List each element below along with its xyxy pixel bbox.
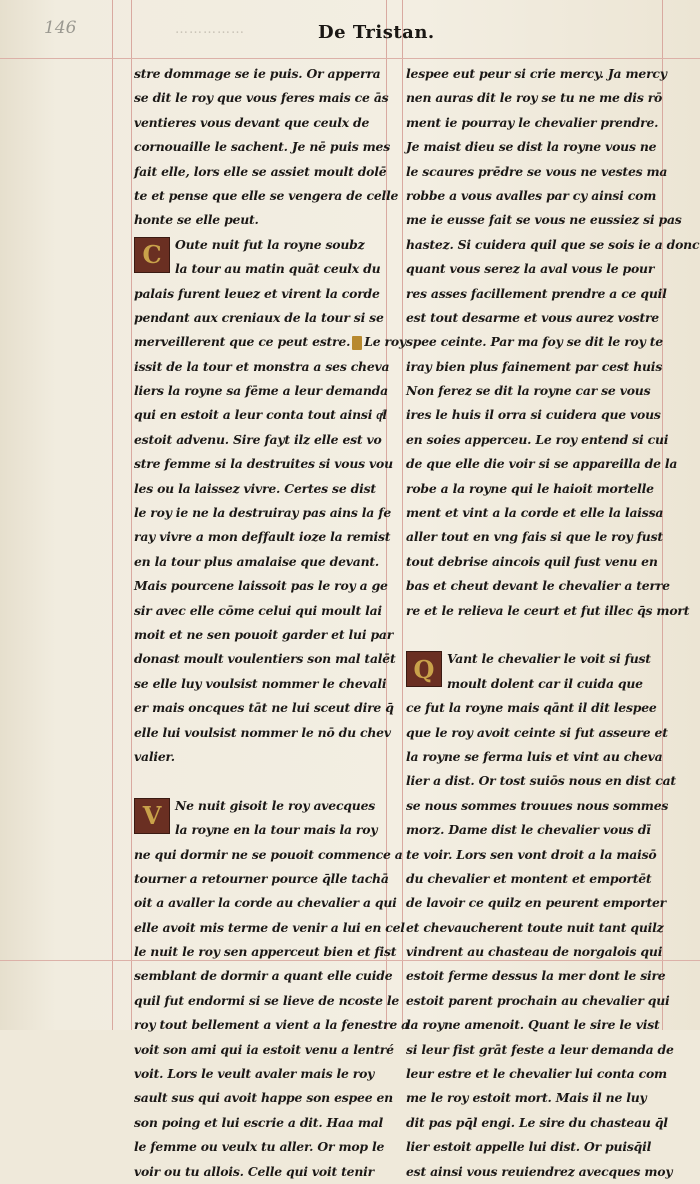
text-line: et chevaucherent toute nuit tant quilz xyxy=(406,919,664,935)
margin-rule xyxy=(131,0,132,1030)
text-line: Ne nuit gisoit le roy avecques xyxy=(175,797,376,813)
text-line: de lavoir ce quilz en peurent emporter xyxy=(406,895,666,911)
text-line: aller tout en vng fais si que le roy fust xyxy=(406,529,663,545)
text-line: est tout desarme et vous aurez vostre xyxy=(406,309,659,325)
text-line: Non ferez se dit la royne car se vous xyxy=(406,383,651,399)
text-line: du chevalier et montent et emportēt xyxy=(406,870,652,886)
text-line: Je maist dieu se dist la royne vous ne xyxy=(406,139,657,155)
margin-rule xyxy=(112,0,113,1030)
text-line: ment et vint a la corde et elle la laissa xyxy=(406,505,664,521)
text-line: fait elle, lors elle se assiet moult dolē xyxy=(134,163,387,179)
text-line: le nuit le roy sen apperceut bien et fist xyxy=(134,944,397,960)
text-line: ray vivre a mon deffault ioze la remist xyxy=(134,529,391,545)
text-line: honte se elle peut. xyxy=(134,212,259,228)
text-line: er mais oncques tāt ne lui sceut dire q̄ xyxy=(134,700,394,716)
text-line: quil fut endormi si se lieve de ncoste le xyxy=(134,992,400,1008)
text-line: stre dommage se ie puis. Or apperra xyxy=(134,66,381,81)
text-line: la royne en la tour mais la roy xyxy=(175,822,378,838)
text-line: liers la royne sa fēme a leur demanda xyxy=(134,383,388,399)
text-line: me le roy estoit mort. Mais il ne luy xyxy=(406,1090,647,1106)
illuminated-initial: C xyxy=(134,237,170,273)
show-through-text: …………… xyxy=(175,22,245,37)
text-line: Mais pourcene laissoit pas le roy a ge xyxy=(134,578,388,594)
text-line: son poing et lui escrie a dit. Haa mal xyxy=(134,1114,384,1130)
text-line: issit de la tour et monstra a ses cheva xyxy=(134,358,390,374)
text-line: re et le relieva le ceurt et fut illec q̄s mort xyxy=(406,602,690,618)
text-line: roy tout bellement a vient a la fenestre a xyxy=(134,1017,409,1033)
illuminated-initial: Q xyxy=(406,651,442,687)
right-column xyxy=(406,62,700,1184)
text-line: lier estoit appelle lui dist. Or puisq̄il xyxy=(406,1139,652,1155)
text-line: sault sus qui avoit happe son espee en xyxy=(134,1090,393,1106)
text-line: ventieres vous devant que ceulx de xyxy=(134,114,370,130)
text-line: elle lui voulsist nommer le nō du chev xyxy=(134,724,391,740)
text-line: de que elle die voir si se appareilla de la xyxy=(406,456,678,472)
text-line: lier a dist. Or tost suiōs nous en dist cat xyxy=(406,773,676,789)
text-line xyxy=(134,330,406,354)
text-line: que le roy avoit ceinte si fut asseure et xyxy=(406,724,668,740)
margin-rule xyxy=(402,0,403,1030)
text-line: lespee eut peur si crie mercy. Ja mercy xyxy=(406,66,667,81)
text-line: moult dolent car il cuida que xyxy=(447,675,643,691)
text-line: morz. Dame dist le chevalier vous dī xyxy=(406,822,651,838)
text-line: Oute nuit fut la royne soubz xyxy=(175,236,365,252)
illuminated-initial: V xyxy=(134,798,170,834)
text-line: hastez. Si cuidera quil que se sois ie a donc xyxy=(406,236,700,252)
text-line: la royne amenoit. Quant le sire le vist xyxy=(406,1017,660,1033)
text-line: Vant le chevalier le voit si fust xyxy=(447,651,651,667)
paragraph xyxy=(406,62,700,623)
text-line: la royne se ferma luis et vint au cheva xyxy=(406,748,663,764)
text-line: se elle luy voulsist nommer le chevali xyxy=(134,675,387,691)
text-line: ce fut la royne mais qānt il dit lespee xyxy=(406,700,657,716)
text-line: les ou la laissez vivre. Certes se dist xyxy=(134,480,376,496)
text-line: le scaures prēdre se vous ne vestes ma xyxy=(406,163,668,179)
text-line: me ie eusse fait se vous ne eussiez si pas xyxy=(406,212,682,228)
text-line: sir avec elle cōme celui qui moult lai xyxy=(134,602,382,618)
text-line: iray bien plus fainement par cest huis xyxy=(406,358,663,374)
text-line: tourner a retourner pource q̄lle tachā xyxy=(134,870,389,886)
text-line: pendant aux creniaux de la tour si se xyxy=(134,309,384,325)
text-line: ne qui dormir ne se pouoit commence a xyxy=(134,846,403,862)
text-line: donast moult voulentiers son mal talēt xyxy=(134,651,396,667)
text-line: bas et cheut devant le chevalier a terre xyxy=(406,578,670,594)
text-line: en soies apperceu. Le roy entend si cui xyxy=(406,431,669,447)
text-line: estoit ferme dessus la mer dont le sire xyxy=(406,968,666,984)
text-line: moit et ne sen pouoit garder et lui par xyxy=(134,626,394,642)
folio-number: 146 xyxy=(44,18,77,38)
text-line: spee ceinte. Par ma foy se dit le roy te xyxy=(406,334,663,350)
text-line: ires le huis il orra si cuidera que vous xyxy=(406,407,661,423)
text-line: quant vous serez la aval vous le pour xyxy=(406,261,655,277)
text-segment: merveillerent que ce peut estre. xyxy=(134,334,351,350)
text-line: si leur fist grāt feste a leur demanda de xyxy=(406,1041,674,1057)
text-line: robe a la royne qui le haioit mortelle xyxy=(406,480,654,496)
text-line: est ainsi vous reuiendrez avecques moy xyxy=(406,1163,673,1179)
left-column xyxy=(134,62,409,1184)
text-line: voir ou tu allois. Celle qui voit tenir xyxy=(134,1163,374,1179)
text-line: cornouaille le sachent. Je nē puis mes xyxy=(134,139,390,155)
text-line: qui en estoit a leur conta tout ainsi qͥl xyxy=(134,407,387,423)
text-line: le roy ie ne la destruiray pas ains la fe xyxy=(134,505,392,521)
text-line: voit son ami qui ia estoit venu a lentré xyxy=(134,1041,394,1057)
text-line: voit. Lors le veult avaler mais le roy xyxy=(134,1066,375,1082)
text-line: le femme ou veulx tu aller. Or mop le xyxy=(134,1139,385,1155)
text-line: palais furent leuez et virent la corde xyxy=(134,285,380,301)
paragraph-gap xyxy=(134,769,382,793)
running-headline: De Tristan. xyxy=(318,22,435,43)
text-line: robbe a vous avalles par cy ainsi com xyxy=(406,187,657,203)
text-line: en la tour plus amalaise que devant. xyxy=(134,553,380,569)
text-line: res asses facillement prendre a ce quil xyxy=(406,285,667,301)
text-line: estoit parent prochain au chevalier qui xyxy=(406,992,670,1008)
text-line: ment ie pourray le chevalier prendre. xyxy=(406,114,659,130)
text-line: oit a avaller la corde au chevalier a qui xyxy=(134,895,397,911)
paragraph xyxy=(134,62,399,233)
text-line: dit pas pq̄l engi. Le sire du chasteau q̄l xyxy=(406,1114,668,1130)
text-segment: Le roy xyxy=(364,334,406,350)
text-line: leur estre et le chevalier lui conta com xyxy=(406,1066,667,1082)
text-line: la tour au matin quāt ceulx du xyxy=(175,261,381,277)
text-line: vindrent au chasteau de norgalois qui xyxy=(406,944,663,960)
text-line: elle avoit mis terme de venir a lui en cel xyxy=(134,919,405,935)
text-line: se dit le roy que vous feres mais ce ās xyxy=(134,90,389,106)
text-line: te et pense que elle se vengera de celle xyxy=(134,187,399,203)
text-line: estoit advenu. Sire fayt ilz elle est vo xyxy=(134,431,382,447)
text-line: nen auras dit le roy se tu ne me dis rō xyxy=(406,90,663,106)
text-line: valier. xyxy=(134,748,175,764)
paragraph-mark-icon xyxy=(352,336,362,350)
paragraph xyxy=(406,647,676,1184)
text-line: tout debrise aincois quil fust venu en xyxy=(406,553,658,569)
text-line: semblant de dormir a quant elle cuide xyxy=(134,968,393,984)
text-line: stre femme si la destruites si vous vou xyxy=(134,456,393,472)
paragraph xyxy=(134,233,406,770)
paragraph xyxy=(134,794,409,1184)
top-rule xyxy=(0,58,700,59)
text-line: te voir. Lors sen vont droit a la maisō xyxy=(406,846,657,862)
text-line: se nous sommes trouues nous sommes xyxy=(406,797,669,813)
paragraph-gap xyxy=(406,623,660,647)
